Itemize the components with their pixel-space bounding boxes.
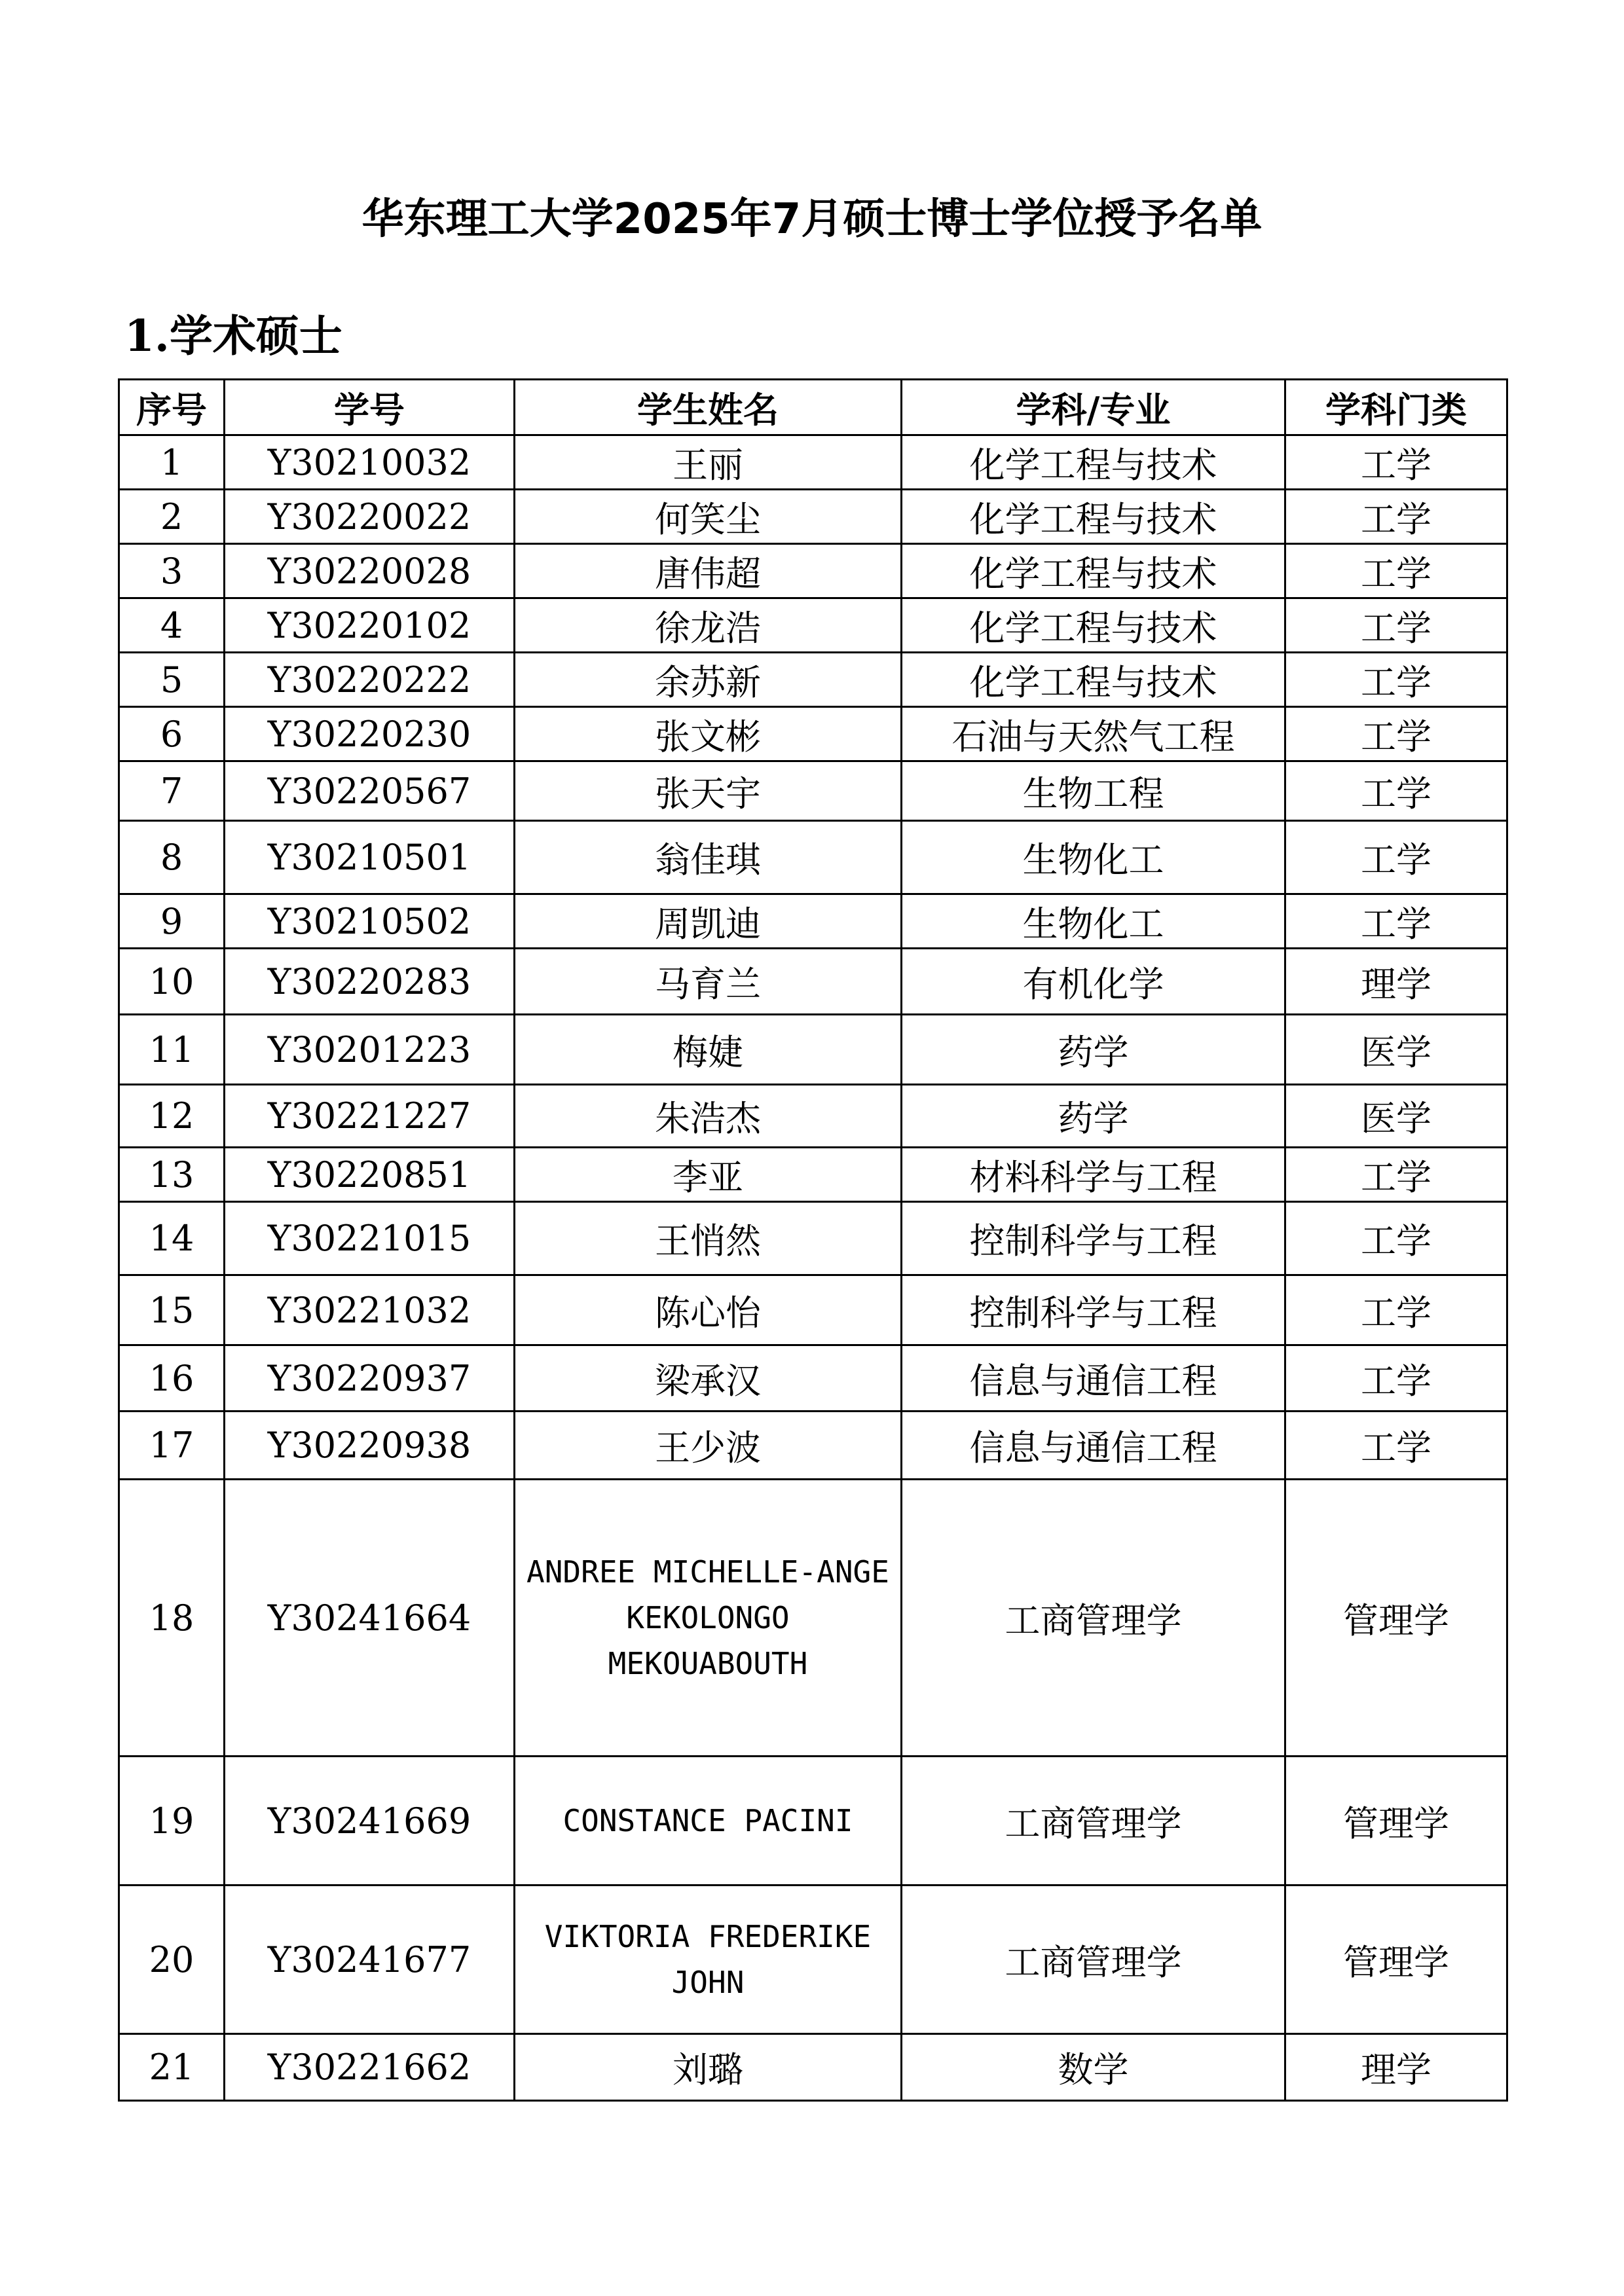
student-name-cell: 张文彬 <box>515 707 902 761</box>
row-number-cell: 5 <box>119 653 225 707</box>
student-name-cell: ANDREE MICHELLE-ANGE KEKOLONGO MEKOUABOUTH <box>515 1480 902 1757</box>
header-student-id: 学号 <box>225 380 515 435</box>
discipline-category-cell: 工学 <box>1285 1275 1507 1345</box>
student-name-cell: 何笑尘 <box>515 490 902 544</box>
student-id-cell: Y30220102 <box>225 598 515 653</box>
discipline-category-cell: 管理学 <box>1285 1757 1507 1886</box>
row-number-cell: 14 <box>119 1202 225 1275</box>
major-cell: 石油与天然气工程 <box>902 707 1285 761</box>
major-cell: 工商管理学 <box>902 1480 1285 1757</box>
student-name-cell: 刘璐 <box>515 2034 902 2101</box>
student-id-cell: Y30220937 <box>225 1345 515 1412</box>
major-cell: 工商管理学 <box>902 1757 1285 1886</box>
student-name-cell: 陈心怡 <box>515 1275 902 1345</box>
row-number-cell: 16 <box>119 1345 225 1412</box>
table-row <box>119 707 1507 761</box>
student-id-cell: Y30220283 <box>225 949 515 1015</box>
major-cell: 工商管理学 <box>902 1886 1285 2034</box>
row-number-cell: 3 <box>119 544 225 598</box>
row-number-cell: 7 <box>119 761 225 821</box>
discipline-category-cell: 工学 <box>1285 1345 1507 1412</box>
student-name-cell: 徐龙浩 <box>515 598 902 653</box>
discipline-category-cell: 理学 <box>1285 949 1507 1015</box>
student-name-cell: CONSTANCE PACINI <box>515 1757 902 1886</box>
table-row <box>119 1085 1507 1148</box>
student-id-cell: Y30210032 <box>225 435 515 490</box>
discipline-category-cell: 工学 <box>1285 1412 1507 1480</box>
student-name-cell: 梅婕 <box>515 1015 902 1085</box>
major-cell: 生物化工 <box>902 894 1285 949</box>
student-name-cell: 王丽 <box>515 435 902 490</box>
discipline-category-cell: 工学 <box>1285 544 1507 598</box>
student-id-cell: Y30220022 <box>225 490 515 544</box>
table-row <box>119 894 1507 949</box>
discipline-category-cell: 工学 <box>1285 894 1507 949</box>
student-name-cell: 王悄然 <box>515 1202 902 1275</box>
discipline-category-cell: 管理学 <box>1285 1480 1507 1757</box>
table-row <box>119 1345 1507 1412</box>
header-major: 学科/专业 <box>902 380 1285 435</box>
student-name-cell: 张天宇 <box>515 761 902 821</box>
student-id-cell: Y30220222 <box>225 653 515 707</box>
discipline-category-cell: 工学 <box>1285 653 1507 707</box>
discipline-category-cell: 医学 <box>1285 1085 1507 1148</box>
row-number-cell: 11 <box>119 1015 225 1085</box>
table-row <box>119 544 1507 598</box>
row-number-cell: 15 <box>119 1275 225 1345</box>
table-row <box>119 1275 1507 1345</box>
row-number-cell: 6 <box>119 707 225 761</box>
student-name-cell: 周凯迪 <box>515 894 902 949</box>
section-heading: 1.学术硕士 <box>124 310 342 361</box>
table-row <box>119 1015 1507 1085</box>
major-cell: 化学工程与技术 <box>902 490 1285 544</box>
row-number-cell: 2 <box>119 490 225 544</box>
discipline-category-cell: 工学 <box>1285 761 1507 821</box>
row-number-cell: 10 <box>119 949 225 1015</box>
table-row <box>119 949 1507 1015</box>
student-name-cell: 翁佳琪 <box>515 821 902 894</box>
major-cell: 控制科学与工程 <box>902 1275 1285 1345</box>
major-cell: 信息与通信工程 <box>902 1345 1285 1412</box>
discipline-category-cell: 理学 <box>1285 2034 1507 2101</box>
student-name-cell: 唐伟超 <box>515 544 902 598</box>
table-body <box>119 435 1507 2101</box>
student-id-cell: Y30241677 <box>225 1886 515 2034</box>
discipline-category-cell: 工学 <box>1285 1202 1507 1275</box>
major-cell: 化学工程与技术 <box>902 544 1285 598</box>
table-row <box>119 490 1507 544</box>
student-id-cell: Y30221227 <box>225 1085 515 1148</box>
row-number-cell: 21 <box>119 2034 225 2101</box>
student-name-cell: VIKTORIA FREDERIKE JOHN <box>515 1886 902 2034</box>
student-id-cell: Y30220938 <box>225 1412 515 1480</box>
student-id-cell: Y30221662 <box>225 2034 515 2101</box>
major-cell: 化学工程与技术 <box>902 435 1285 490</box>
major-cell: 化学工程与技术 <box>902 653 1285 707</box>
table-row <box>119 653 1507 707</box>
major-cell: 信息与通信工程 <box>902 1412 1285 1480</box>
discipline-category-cell: 工学 <box>1285 435 1507 490</box>
row-number-cell: 8 <box>119 821 225 894</box>
discipline-category-cell: 医学 <box>1285 1015 1507 1085</box>
document-title: 华东理工大学2025年7月硕士博士学位授予名单 <box>361 195 1263 244</box>
table-row <box>119 821 1507 894</box>
student-name-cell: 马育兰 <box>515 949 902 1015</box>
student-id-cell: Y30220851 <box>225 1148 515 1202</box>
table-row <box>119 1757 1507 1886</box>
table-row <box>119 1148 1507 1202</box>
major-cell: 数学 <box>902 2034 1285 2101</box>
major-cell: 生物化工 <box>902 821 1285 894</box>
table-row <box>119 435 1507 490</box>
major-cell: 药学 <box>902 1015 1285 1085</box>
student-name-cell: 余苏新 <box>515 653 902 707</box>
student-id-cell: Y30241664 <box>225 1480 515 1757</box>
discipline-category-cell: 工学 <box>1285 490 1507 544</box>
table-row <box>119 1886 1507 2034</box>
table-row <box>119 1480 1507 1757</box>
student-name-cell: 王少波 <box>515 1412 902 1480</box>
discipline-category-cell: 管理学 <box>1285 1886 1507 2034</box>
student-id-cell: Y30220567 <box>225 761 515 821</box>
student-id-cell: Y30201223 <box>225 1015 515 1085</box>
header-category: 学科门类 <box>1285 380 1507 435</box>
table-header-row <box>119 380 1507 435</box>
row-number-cell: 1 <box>119 435 225 490</box>
row-number-cell: 4 <box>119 598 225 653</box>
student-name-cell: 朱浩杰 <box>515 1085 902 1148</box>
header-student-name: 学生姓名 <box>515 380 902 435</box>
student-name-cell: 梁承汉 <box>515 1345 902 1412</box>
row-number-cell: 20 <box>119 1886 225 2034</box>
student-id-cell: Y30210502 <box>225 894 515 949</box>
table-row <box>119 761 1507 821</box>
student-id-cell: Y30210501 <box>225 821 515 894</box>
major-cell: 药学 <box>902 1085 1285 1148</box>
major-cell: 控制科学与工程 <box>902 1202 1285 1275</box>
student-id-cell: Y30221032 <box>225 1275 515 1345</box>
header-no: 序号 <box>119 380 225 435</box>
table-row <box>119 1412 1507 1480</box>
row-number-cell: 18 <box>119 1480 225 1757</box>
table-row <box>119 2034 1507 2101</box>
row-number-cell: 12 <box>119 1085 225 1148</box>
row-number-cell: 13 <box>119 1148 225 1202</box>
row-number-cell: 19 <box>119 1757 225 1886</box>
discipline-category-cell: 工学 <box>1285 1148 1507 1202</box>
row-number-cell: 17 <box>119 1412 225 1480</box>
student-id-cell: Y30221015 <box>225 1202 515 1275</box>
table-row <box>119 1202 1507 1275</box>
discipline-category-cell: 工学 <box>1285 598 1507 653</box>
discipline-category-cell: 工学 <box>1285 821 1507 894</box>
major-cell: 化学工程与技术 <box>902 598 1285 653</box>
major-cell: 有机化学 <box>902 949 1285 1015</box>
student-id-cell: Y30241669 <box>225 1757 515 1886</box>
table-row <box>119 598 1507 653</box>
row-number-cell: 9 <box>119 894 225 949</box>
major-cell: 生物工程 <box>902 761 1285 821</box>
major-cell: 材料科学与工程 <box>902 1148 1285 1202</box>
discipline-category-cell: 工学 <box>1285 707 1507 761</box>
student-name-cell: 李亚 <box>515 1148 902 1202</box>
student-id-cell: Y30220230 <box>225 707 515 761</box>
degree-roster-table <box>118 378 1508 2102</box>
student-id-cell: Y30220028 <box>225 544 515 598</box>
